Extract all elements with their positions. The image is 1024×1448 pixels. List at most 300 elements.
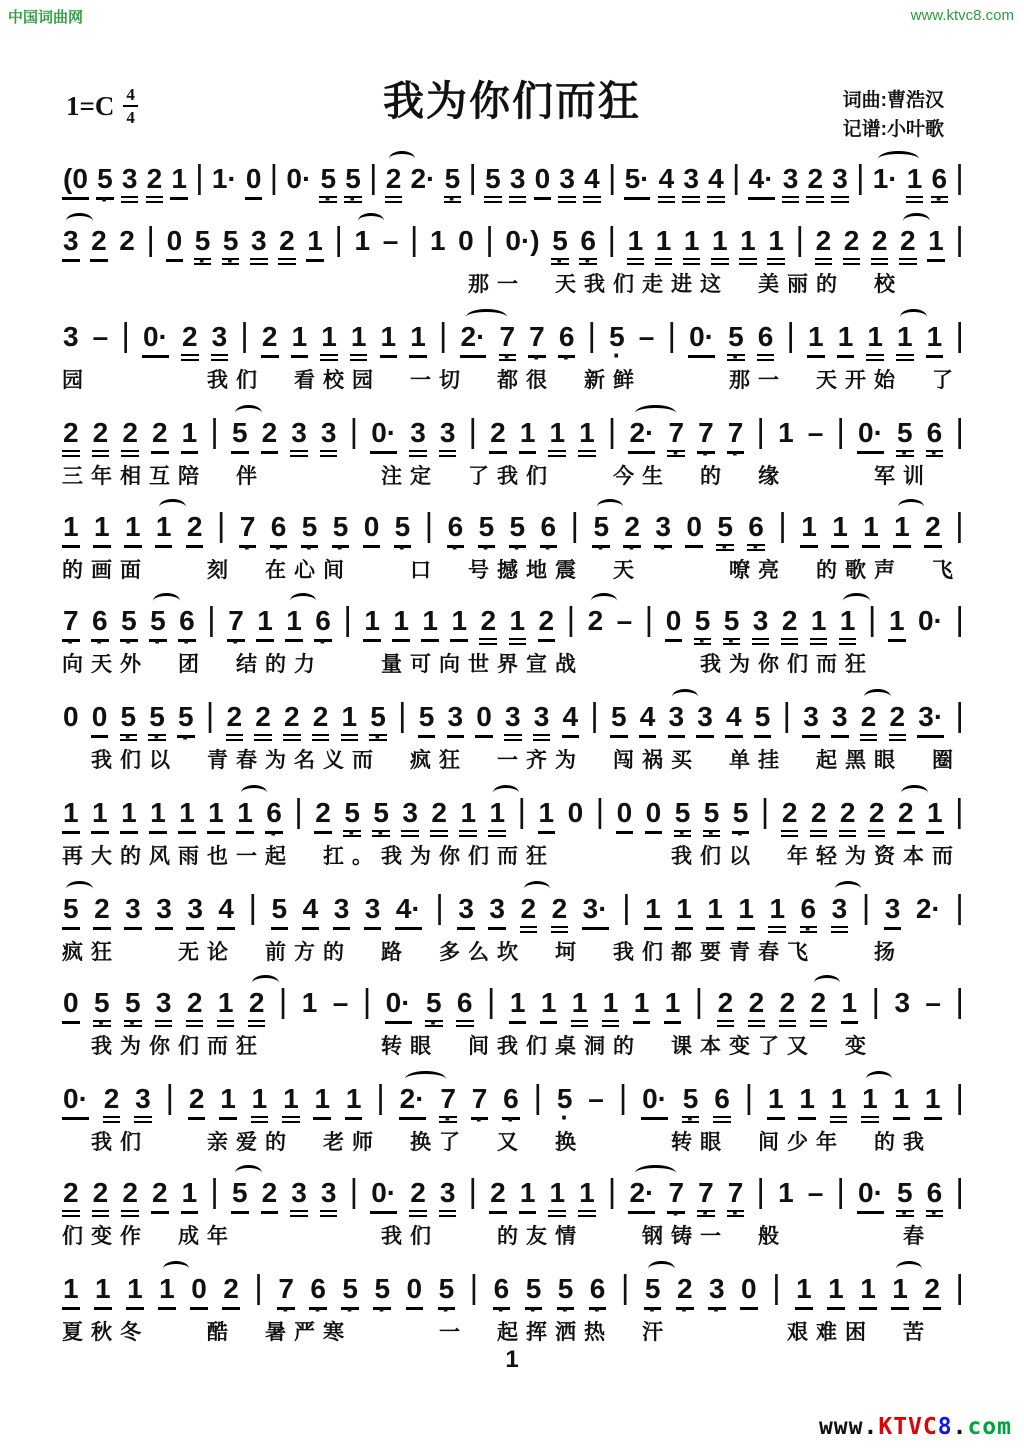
barline: |: [836, 412, 845, 449]
note-token: 1·: [211, 163, 237, 194]
note-token: 5 ·: [149, 605, 167, 642]
barline: |: [760, 792, 770, 829]
note-token: 3: [320, 417, 338, 457]
note-token: 1: [62, 797, 80, 834]
note-token: 3: [831, 701, 849, 738]
note-token: 1: [798, 1083, 816, 1120]
note-token: 1: [236, 797, 254, 834]
note-token: 0·): [505, 225, 540, 256]
note-token: 3: [211, 321, 229, 361]
note-token: 1: [767, 1083, 785, 1120]
note-token: 3: [155, 987, 173, 1027]
note-token: 6 ·: [579, 225, 597, 265]
note-token: 2: [119, 225, 135, 256]
note-token: 3: [668, 701, 686, 738]
page-number: 1: [505, 1346, 519, 1373]
barline: |: [618, 1078, 628, 1115]
dash-extension: –: [925, 987, 941, 1018]
note-token: 3: [290, 417, 308, 457]
note-token: 1: [251, 1083, 269, 1123]
note-token: 2: [779, 987, 797, 1027]
note-token: 0·: [857, 1177, 884, 1214]
note-token: 2 ·: [623, 511, 641, 548]
music-system: [62, 586, 964, 678]
note-token: 0·: [62, 1083, 89, 1120]
notation-line: [62, 874, 964, 928]
note-token: 0·: [286, 163, 312, 194]
note-token: 2·: [628, 417, 655, 454]
barline: |: [587, 316, 597, 353]
note-token: 2: [924, 511, 942, 548]
note-token: 1: [893, 511, 911, 548]
note-token: 1: [149, 797, 167, 834]
barline: |: [468, 1172, 478, 1209]
note-token: 3: [62, 225, 80, 262]
note-token: 2: [261, 1177, 279, 1214]
note-token: 5 ·: [177, 701, 195, 738]
barline: |: [955, 158, 964, 195]
note-token: 1: [893, 1083, 911, 1120]
note-token: 1: [306, 225, 324, 262]
note-token: 0·: [641, 1083, 668, 1120]
note-token: 2: [103, 1083, 121, 1123]
note-token: 0: [740, 1273, 758, 1310]
note-token: 1: [91, 797, 109, 834]
note-token: 0·: [370, 417, 397, 454]
note-token: 5 ·: [592, 511, 610, 548]
barline: |: [607, 412, 617, 449]
note-token: 2: [254, 701, 272, 741]
note-token: 3: [439, 1177, 457, 1217]
note-token: 1: [380, 321, 398, 358]
note-token: 5 ·: [716, 511, 734, 551]
music-system: [62, 302, 964, 394]
notation-line: [62, 398, 964, 452]
note-token: 1: [181, 1177, 199, 1214]
note-token: 2: [186, 987, 204, 1027]
barline: |: [756, 412, 765, 449]
note-token: 5 ·: [332, 511, 350, 548]
note-token: 7 ·: [227, 605, 245, 642]
notation-line: [62, 302, 964, 356]
note-token: 3: [488, 893, 506, 930]
note-token: 1: [888, 605, 906, 642]
lyrics-line: 夏秋冬 酷 暑严寒 一 起挥洒热 汗 艰难困 苦: [62, 1321, 932, 1344]
note-token: 2: [62, 1177, 80, 1217]
note-token: 1: [219, 1083, 237, 1120]
note-token: 2: [385, 163, 403, 203]
note-token: 5 ·: [525, 1273, 543, 1310]
note-token: 6 ·: [314, 605, 332, 642]
note-token: 1: [540, 987, 558, 1024]
note-token: 1: [120, 797, 138, 834]
barline: |: [398, 696, 407, 733]
lyrics-line: 三年相互陪 伴 注定 了我们 今生 的 缘 军训: [62, 465, 932, 488]
note-token: 1: [837, 321, 855, 358]
note-token: 5 ·: [644, 1273, 662, 1310]
note-token: 1: [578, 1177, 596, 1217]
barline: |: [469, 1268, 479, 1305]
note-token: 6 ·: [926, 417, 944, 457]
barline: |: [955, 1268, 964, 1305]
note-token: 1: [862, 511, 880, 548]
note-token: 2: [261, 321, 279, 358]
barline: |: [210, 1172, 219, 1209]
note-token: 1: [839, 605, 857, 645]
lyrics-line: 那一 天我们走进这 美丽的 校: [62, 273, 903, 296]
note-token: 0: [685, 511, 703, 548]
note-token: 1: [906, 163, 924, 203]
note-token: 2: [897, 797, 915, 834]
watermark-ktvc: KTVC: [878, 1414, 938, 1440]
note-token: 0: [406, 1273, 424, 1310]
note-token: 6 ·: [309, 1273, 327, 1310]
barline: |: [334, 220, 343, 257]
barline: |: [620, 1268, 630, 1305]
note-token: 5 ·: [732, 797, 750, 834]
music-system: [62, 492, 964, 584]
note-token: 3: [696, 701, 714, 738]
note-token: 3: [894, 987, 911, 1018]
barline: |: [165, 1078, 175, 1115]
barline: |: [861, 888, 871, 925]
note-token: 3: [509, 163, 527, 203]
watermark-dot: .: [952, 1414, 968, 1440]
note-token: 3: [884, 893, 902, 930]
note-token: 1: [795, 1273, 813, 1310]
note-token: 5 ·: [344, 163, 362, 203]
note-token: 1: [488, 797, 506, 837]
barline: |: [795, 220, 805, 257]
note-token: 3: [333, 893, 351, 930]
note-token: 2: [430, 797, 448, 837]
barline: |: [595, 792, 605, 829]
lyrics-line: 再大的风雨也一起 扛。我为你们而狂 我们以 年轻为资本而: [62, 845, 961, 868]
note-token: 4: [562, 701, 580, 738]
notation-line: [62, 586, 964, 640]
note-token: 6 ·: [502, 1083, 520, 1120]
note-token: 6: [713, 1083, 731, 1123]
note-token: 2: [868, 797, 886, 837]
note-token: 6 ·: [91, 605, 109, 642]
note-token: 1: [207, 797, 225, 834]
note-token: 3: [250, 225, 268, 265]
note-token: 5 ·: [444, 163, 462, 203]
barline: |: [343, 600, 352, 637]
note-token: 1: [926, 797, 944, 834]
note-token: 2: [899, 225, 917, 265]
note-token: 2: [923, 1273, 941, 1310]
note-token: 2·: [460, 321, 487, 358]
note-token: 1: [345, 1083, 363, 1120]
note-token: 1: [538, 797, 556, 834]
note-token: 4: [707, 163, 725, 203]
note-token: 2: [92, 417, 110, 457]
note-token: 5 ·: [674, 797, 692, 837]
note-token: 5: [484, 163, 502, 203]
note-token: 5 ·: [319, 163, 337, 203]
note-token: 5 ·: [727, 321, 745, 361]
note-token: 3: [533, 701, 551, 741]
note-token: 1: [285, 605, 303, 642]
note-token: 4: [217, 893, 235, 930]
note-token: 5 ·: [509, 511, 527, 548]
note-token: 2: [62, 417, 80, 457]
note-token: 2: [520, 893, 538, 933]
note-token: 3: [134, 1083, 152, 1123]
note-token: 2: [312, 701, 330, 741]
watermark-eight: 8: [937, 1414, 953, 1440]
barline: |: [409, 220, 419, 257]
barline: |: [254, 1268, 263, 1305]
note-token: 1: [421, 605, 439, 642]
note-token: 4: [302, 893, 320, 930]
note-token: 7 ·: [727, 417, 745, 454]
barline: |: [376, 1078, 385, 1115]
note-token: 2: [810, 797, 828, 837]
note-token: 0: [567, 797, 584, 828]
note-token: 1: [62, 1273, 80, 1310]
note-token: 7 ·: [62, 605, 80, 642]
note-token: 5 ·: [373, 1273, 391, 1310]
note-token: 7 ·: [667, 1177, 685, 1214]
barline: |: [121, 316, 130, 353]
note-token: 0: [91, 701, 109, 738]
composer-credit: 词曲:曹浩汉: [842, 90, 944, 111]
lyrics-line: 疯狂 无论 前方的 路 多么坎 坷 我们都要青春飞 扬: [62, 941, 903, 964]
note-token: 3: [439, 417, 457, 457]
note-token: 3: [63, 321, 79, 352]
barline: |: [786, 316, 795, 353]
note-token: 1: [644, 893, 662, 930]
note-token: 3: [831, 893, 849, 933]
note-token: 1: [866, 321, 884, 361]
barline: |: [607, 1172, 617, 1209]
dash-extension: –: [638, 321, 655, 352]
barline: |: [955, 792, 964, 829]
note-token: 0·: [370, 1177, 397, 1214]
note-token: 3: [409, 417, 427, 457]
note-token: 1: [739, 225, 757, 265]
note-token: 1: [683, 225, 701, 265]
note-token: 5 ·: [120, 701, 138, 741]
note-token: 5: [754, 701, 772, 738]
note-token: 5 ·: [896, 1177, 914, 1217]
key-tonality: 1=C: [66, 90, 115, 121]
note-token: 1: [429, 225, 446, 256]
dash-extension: –: [588, 1083, 604, 1114]
barline: |: [607, 158, 617, 195]
note-token: 3: [401, 797, 419, 837]
note-token: 1: [655, 225, 673, 265]
lyrics-line: 向天外 团 结的力 量可向世界宣战 我为你们而狂: [62, 653, 874, 676]
note-token: 4: [658, 163, 676, 203]
notation-line: [62, 1064, 964, 1118]
site-name-watermark: 中国词曲网: [8, 9, 84, 26]
barline: |: [955, 506, 964, 543]
note-token: 0·: [688, 321, 715, 358]
barline: |: [867, 600, 877, 637]
note-token: 1: [320, 321, 338, 361]
note-token: 3 ·: [654, 511, 672, 548]
note-token: 1: [62, 511, 80, 548]
barline: |: [778, 506, 787, 543]
note-token: 3: [121, 163, 139, 203]
music-system: [62, 778, 964, 870]
notation-line: [62, 778, 964, 832]
dash-extension: –: [616, 605, 633, 636]
note-token: 1: [664, 987, 682, 1024]
barline: |: [570, 506, 580, 543]
note-token: 1: [861, 1083, 879, 1123]
note-token: 2: [479, 605, 497, 645]
barline: |: [955, 316, 964, 353]
note-token: 7 ·: [239, 511, 257, 548]
note-token: 5 ·: [120, 605, 138, 642]
note-token: 1: [509, 605, 527, 645]
note-token: 2: [261, 417, 279, 454]
note-token: 1: [800, 511, 818, 548]
note-token: 1: [927, 225, 945, 262]
note-token: 1: [178, 797, 196, 834]
note-token: 1: [633, 987, 651, 1024]
lyrics-line: 园 我们 看校园 一切 都很 新鲜 那一 天开始 了: [62, 369, 961, 392]
barline: |: [955, 220, 964, 257]
note-token: 2 ·: [676, 1273, 694, 1310]
note-token: 1: [830, 1083, 848, 1123]
note-token: 1: [282, 1083, 300, 1123]
note-token: 1: [93, 511, 111, 548]
note-token: 6 ·: [747, 511, 765, 551]
note-token: 3: [290, 1177, 308, 1217]
note-token: 6 ·: [178, 605, 196, 642]
note-token: 2: [489, 1177, 507, 1214]
note-token: 1: [217, 987, 235, 1027]
barline: |: [566, 600, 576, 637]
lyrics-line: 的画面 刻 在心间 口 号撼地震 天 嘹亮 的歌声 飞: [62, 559, 961, 582]
note-token: 2: [121, 1177, 139, 1217]
note-token: 7 ·: [471, 1083, 489, 1120]
note-token: 2: [226, 701, 244, 741]
note-token: 7 ·: [727, 1177, 745, 1217]
note-token: 3: [782, 163, 800, 203]
barline: |: [362, 982, 372, 1019]
note-token: 5 ·: [694, 605, 712, 645]
note-token: 2: [186, 511, 204, 548]
note-token: 0: [363, 511, 381, 548]
note-token: 4: [583, 163, 601, 203]
note-token: 2: [889, 701, 907, 741]
barline: |: [955, 1172, 964, 1209]
barline: |: [756, 1172, 765, 1209]
note-token: 7 ·: [499, 321, 517, 361]
note-token: 1: [627, 225, 645, 265]
note-token: 1: [509, 987, 527, 1024]
note-token: 0·: [385, 987, 412, 1024]
note-token: 1: [926, 321, 944, 358]
watermark-www: www.: [818, 1414, 879, 1440]
note-token: 0: [458, 225, 474, 256]
note-token: 0·: [857, 417, 884, 454]
dash-extension: –: [807, 1177, 824, 1208]
note-token: 1: [810, 605, 828, 645]
barline: |: [772, 1268, 781, 1305]
barline: |: [207, 600, 216, 637]
note-token: 6 ·: [589, 1273, 607, 1310]
note-token: 1: [94, 1273, 112, 1310]
note-token: 2: [151, 417, 169, 454]
note-token: 6: [757, 321, 775, 361]
lyrics-line: 我们以 青春为名义而 疯狂 一齐为 闯祸买 单挂 起黑眼 圈: [62, 749, 961, 772]
note-token: 2: [92, 1177, 110, 1217]
note-token: 1: [675, 893, 693, 930]
notation-line: [62, 492, 964, 546]
barline: |: [216, 506, 226, 543]
note-token: 7 ·: [439, 1083, 457, 1123]
note-token: 1: [602, 987, 620, 1027]
barline: |: [955, 1078, 964, 1115]
note-token: 1: [737, 893, 755, 930]
note-token: 2·: [410, 163, 436, 194]
note-token: 1: [126, 1273, 144, 1310]
note-token: 3: [682, 163, 700, 203]
note-token: 1: [778, 417, 794, 448]
music-system: [62, 1254, 964, 1346]
music-system: [62, 968, 964, 1060]
note-token: 3: [752, 605, 770, 645]
barline: |: [871, 982, 881, 1019]
note-token: 5 ·: [723, 605, 741, 645]
note-token: 2: [717, 987, 735, 1027]
note-token: 5: [418, 701, 436, 738]
note-token: 5 ·: [222, 225, 240, 265]
barline: |: [438, 316, 448, 353]
note-token: 5 ·: [194, 225, 212, 265]
note-token: 3: [457, 893, 475, 930]
notation-line: [62, 968, 964, 1022]
music-system: [62, 682, 964, 774]
note-token: 2: [860, 701, 878, 741]
note-token: 0: [665, 605, 683, 642]
note-token: 3: [447, 701, 465, 738]
note-token: 2: [810, 987, 828, 1027]
note-token: 1: [459, 797, 477, 837]
note-token: 2·: [399, 1083, 426, 1120]
note-token: 6 ·: [558, 321, 576, 358]
note-token: 2: [151, 1177, 169, 1214]
barline: |: [468, 158, 477, 195]
note-token: 4·: [748, 163, 775, 200]
note-token: 2: [121, 417, 139, 457]
note-token: 2: [839, 797, 857, 837]
notation-line: [62, 1158, 964, 1212]
dash-extension: –: [92, 321, 109, 352]
note-token: 1: [571, 987, 589, 1027]
note-token: 3: [186, 893, 204, 930]
note-token: 3: [831, 163, 849, 203]
note-token: 6 ·: [265, 797, 283, 834]
note-token: 2: [283, 701, 301, 741]
note-token: 1: [392, 605, 410, 642]
note-token: 3: [802, 701, 820, 738]
note-token: 5 ·: [301, 511, 319, 548]
note-token: 2: [489, 417, 507, 454]
barline: |: [955, 600, 964, 637]
note-token: 1: [841, 987, 859, 1024]
note-token: 2: [93, 893, 111, 930]
note-token: 5 ·: [93, 987, 111, 1027]
note-token: 1: [711, 225, 729, 265]
